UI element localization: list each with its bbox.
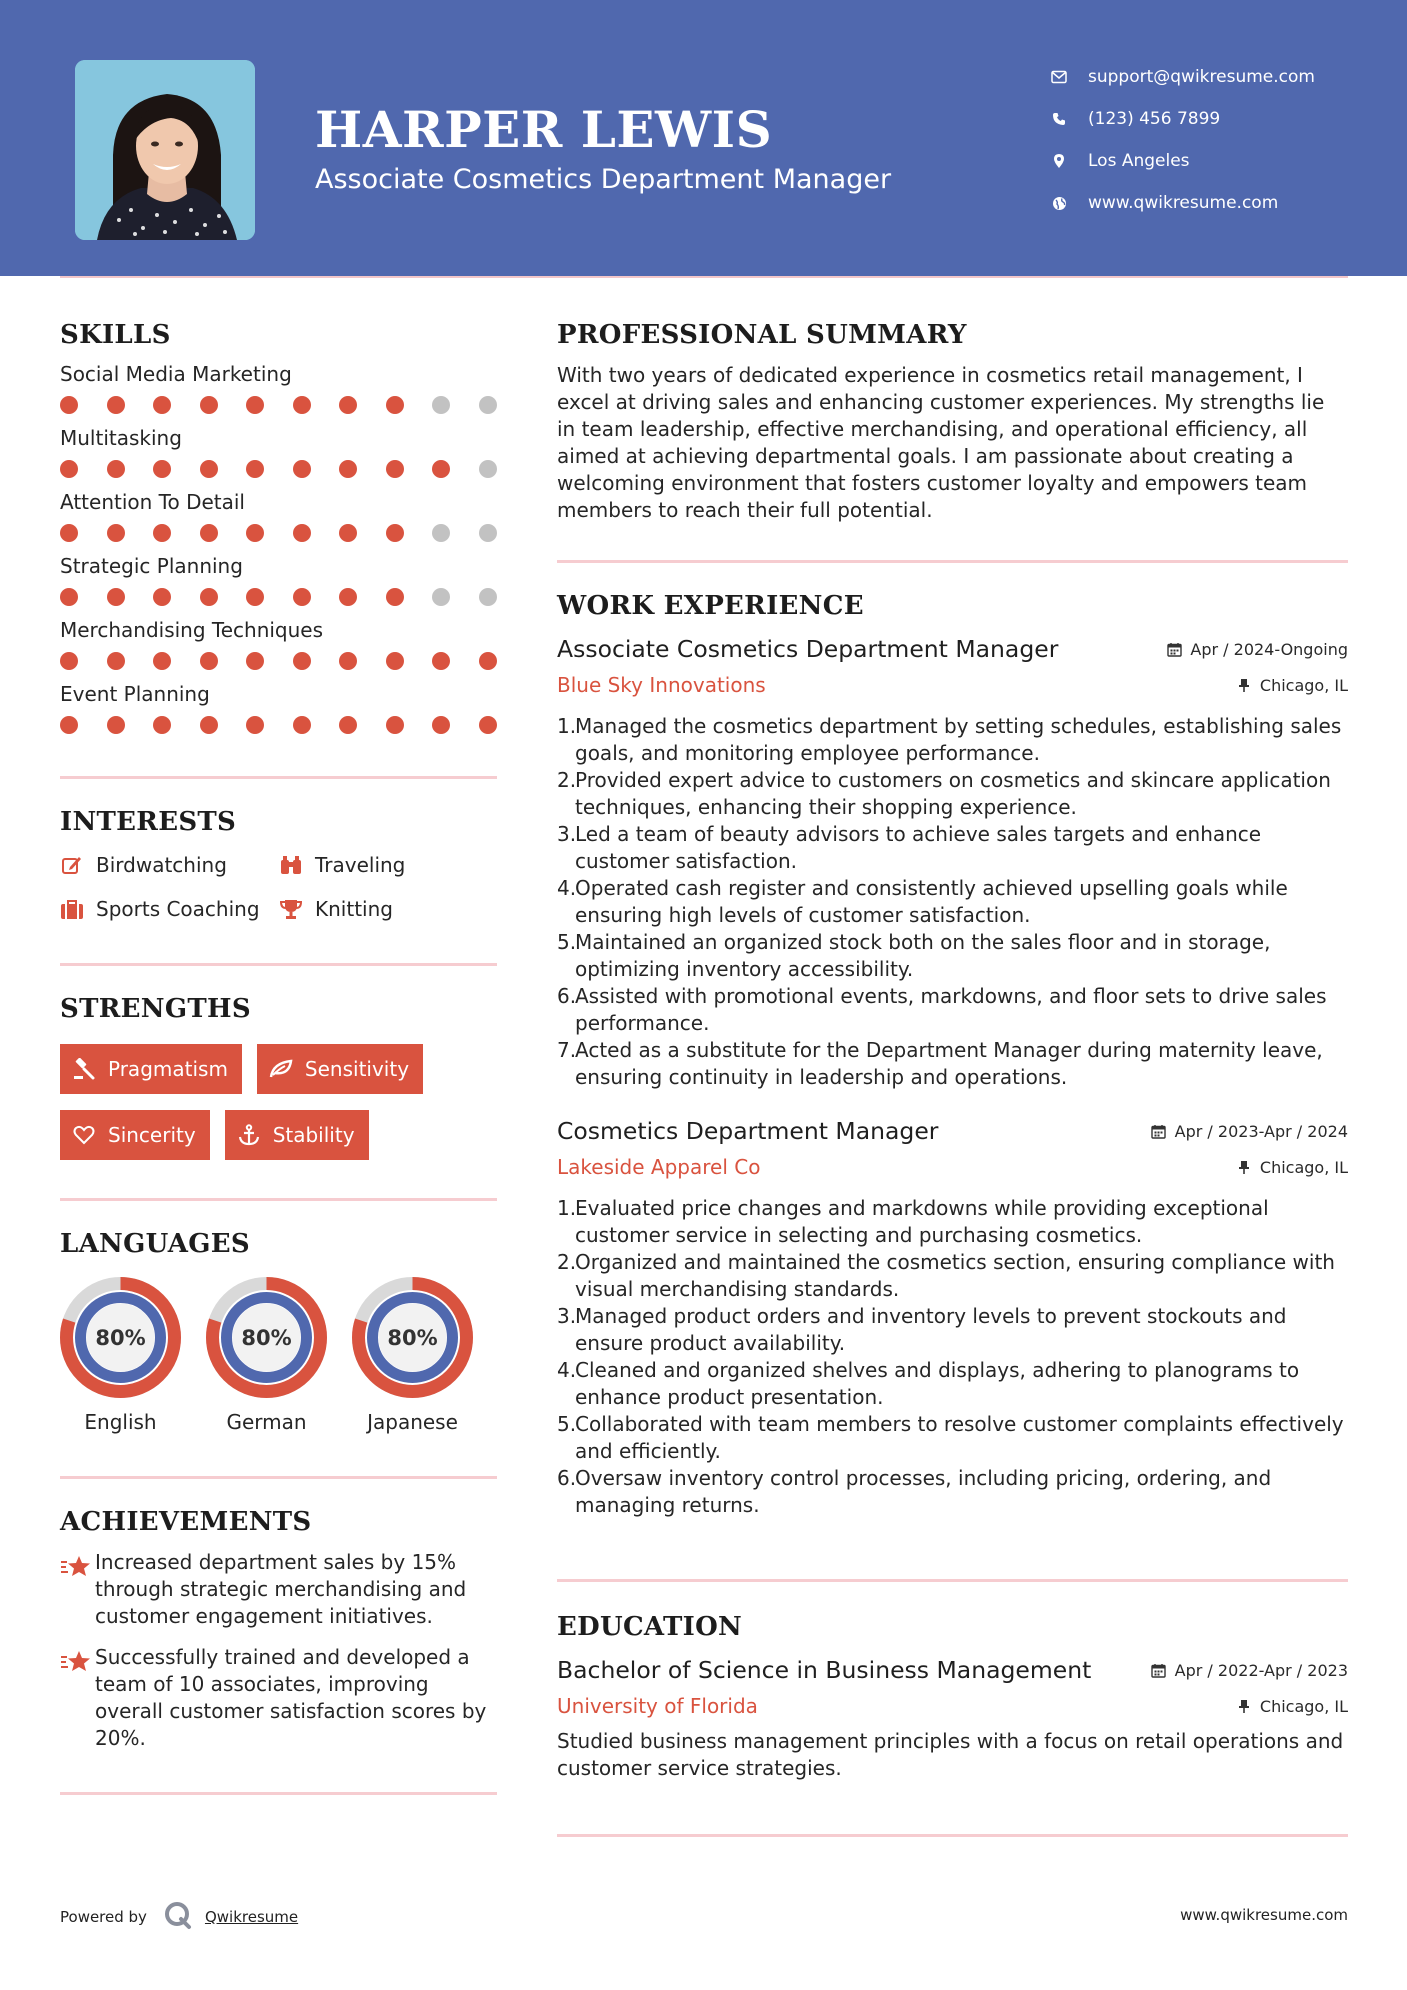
rating-dot-filled xyxy=(386,524,404,542)
strength-label: Stability xyxy=(272,1123,355,1147)
skills-title: SKILLS xyxy=(60,320,171,350)
interest-item xyxy=(60,897,279,921)
rating-dot-filled xyxy=(200,652,218,670)
job-bullet: 2. Organized and maintained the cosmetics section, ensuring compliance with visual merchandising standards. xyxy=(557,1250,1335,1301)
job-dates xyxy=(1151,1122,1348,1141)
strength-label: Pragmatism xyxy=(108,1057,228,1081)
section-divider xyxy=(557,1579,1348,1582)
strengths-section xyxy=(60,994,497,1160)
edit-icon xyxy=(60,853,84,877)
language-item xyxy=(206,1277,327,1434)
pushpin-icon xyxy=(1236,677,1252,693)
rating-dot-filled xyxy=(60,588,78,606)
job-bullet: 4. Operated cash register and consistently achieved upselling goals while ensuring high levels of customer satisfaction. xyxy=(557,876,1288,927)
languages-list xyxy=(60,1277,497,1434)
powered-by-label: Powered by xyxy=(60,1908,147,1926)
skill-rating xyxy=(60,524,497,542)
language-item xyxy=(352,1277,473,1434)
job-bullet: 4. Cleaned and organized shelves and displays, adhering to planograms to enhance product presentation. xyxy=(557,1358,1300,1409)
summary-title: PROFESSIONAL SUMMARY xyxy=(557,320,967,350)
job-bullets xyxy=(557,1195,1348,1519)
language-name: German xyxy=(226,1410,307,1434)
company-name: Blue Sky Innovations xyxy=(557,673,766,697)
binoculars-icon xyxy=(279,853,303,877)
section-divider xyxy=(557,1834,1348,1837)
rating-dot-filled xyxy=(432,716,450,734)
job-bullet: 1. Evaluated price changes and markdowns while providing exceptional customer service in selecting and purchasing cosmetics. xyxy=(557,1196,1269,1247)
skill-item xyxy=(60,618,497,670)
rating-dot-filled xyxy=(107,716,125,734)
experience-section xyxy=(557,591,1348,1519)
rating-dot-filled xyxy=(246,460,264,478)
trophy-icon xyxy=(279,897,303,921)
job-bullet: 6. Assisted with promotional events, markdowns, and floor sets to drive sales performance. xyxy=(557,984,1327,1035)
rating-dot-filled xyxy=(246,396,264,414)
achievement-item xyxy=(60,1644,497,1752)
interest-label: Birdwatching xyxy=(96,853,227,877)
job-bullet: 7. Acted as a substitute for the Department Manager during maternity leave, ensuring continuity in leadership and operations. xyxy=(557,1038,1323,1089)
rating-dot-filled xyxy=(60,652,78,670)
rating-dot-filled xyxy=(339,396,357,414)
strength-label: Sensitivity xyxy=(304,1057,410,1081)
rating-dot-filled xyxy=(153,652,171,670)
language-percent: 80% xyxy=(241,1326,292,1350)
pushpin-icon xyxy=(1236,1159,1252,1175)
rating-dot-filled xyxy=(246,588,264,606)
job-bullet: 3. Managed product orders and inventory levels to prevent stockouts and ensure product availability. xyxy=(557,1304,1287,1355)
job-bullet: 2. Provided expert advice to customers on cosmetics and skincare application techniques, enhancing their shopping experience. xyxy=(557,768,1331,819)
rating-dot-filled xyxy=(386,588,404,606)
languages-title: LANGUAGES xyxy=(60,1229,250,1259)
rating-dot-filled xyxy=(60,460,78,478)
rating-dot-filled xyxy=(339,460,357,478)
contact-phone-text: (123) 456 7899 xyxy=(1088,109,1221,129)
leaf-icon xyxy=(269,1057,293,1081)
skill-rating xyxy=(60,460,497,478)
job-location xyxy=(1236,676,1348,695)
contact-list xyxy=(1050,56,1315,224)
skill-name: Merchandising Techniques xyxy=(60,618,324,642)
language-percent: 80% xyxy=(387,1326,438,1350)
rating-dot-filled xyxy=(246,652,264,670)
strength-tag xyxy=(60,1044,242,1094)
skill-item xyxy=(60,682,497,734)
rating-dot-filled xyxy=(293,652,311,670)
job-bullet: 5. Collaborated with team members to resolve customer complaints effectively and efficiently. xyxy=(557,1412,1344,1463)
powered-by xyxy=(60,1900,298,1934)
rating-dot-filled xyxy=(246,716,264,734)
resume-header xyxy=(0,0,1407,276)
rating-dot-filled xyxy=(293,716,311,734)
rating-dot-filled xyxy=(153,588,171,606)
achievements-section xyxy=(60,1507,497,1752)
job-bullets xyxy=(557,713,1348,1091)
language-progress-ring xyxy=(206,1277,327,1398)
skill-rating xyxy=(60,652,497,670)
skills-list xyxy=(60,362,497,734)
calendar-icon xyxy=(1151,1124,1167,1140)
rating-dot-filled xyxy=(60,716,78,734)
interests-section xyxy=(60,807,497,921)
phone-icon xyxy=(1050,110,1068,128)
rating-dot-empty xyxy=(479,396,497,414)
qwikresume-logo-icon xyxy=(163,1900,193,1934)
rating-dot-empty xyxy=(432,524,450,542)
rating-dot-filled xyxy=(386,460,404,478)
section-divider xyxy=(60,1792,497,1795)
language-item xyxy=(60,1277,181,1434)
job-bullet: 5. Maintained an organized stock both on the sales floor and in storage, optimizing inventory accessibility. xyxy=(557,930,1271,981)
qwikresume-link[interactable]: Qwikresume xyxy=(204,1908,299,1926)
rating-dot-filled xyxy=(479,716,497,734)
language-name: English xyxy=(84,1410,157,1434)
skill-item xyxy=(60,426,497,478)
education-section xyxy=(557,1612,1348,1782)
education-location-text: Chicago, IL xyxy=(1259,1696,1348,1716)
rating-dot-filled xyxy=(246,524,264,542)
section-divider xyxy=(60,963,497,966)
rating-dot-filled xyxy=(432,652,450,670)
job-entry xyxy=(557,1117,1348,1519)
profile-photo xyxy=(75,60,255,240)
skill-name: Event Planning xyxy=(60,682,210,706)
rating-dot-filled xyxy=(153,716,171,734)
rating-dot-filled xyxy=(386,396,404,414)
strength-tag xyxy=(257,1044,423,1094)
star-medal-icon xyxy=(60,1644,95,1752)
rating-dot-filled xyxy=(107,396,125,414)
rating-dot-filled xyxy=(200,588,218,606)
contact-location-text: Los Angeles xyxy=(1088,151,1190,171)
rating-dot-filled xyxy=(200,524,218,542)
job-entry xyxy=(557,635,1348,1091)
job-title: Associate Cosmetics Department Manager xyxy=(557,635,1059,663)
calendar-icon xyxy=(1151,1663,1167,1679)
gavel-icon xyxy=(72,1057,96,1081)
suitcase-icon xyxy=(60,897,84,921)
section-divider xyxy=(557,560,1348,563)
summary-section xyxy=(557,320,1348,524)
rating-dot-empty xyxy=(479,588,497,606)
skill-name: Attention To Detail xyxy=(60,490,245,514)
skill-item xyxy=(60,554,497,606)
achievements-title: ACHIEVEMENTS xyxy=(60,1507,312,1537)
rating-dot-filled xyxy=(293,460,311,478)
skill-rating xyxy=(60,588,497,606)
rating-dot-filled xyxy=(386,716,404,734)
summary-text: With two years of dedicated experience in cosmetics retail management, I excel at driving sales and enhancing customer experiences. My strengths lie in team leadership, effective merchandising, and operational efficiency, all aimed at achieving departmental goals. I am passionate about creating a welcoming environment that fosters customer loyalty and empowers team members to reach their full potential. xyxy=(557,363,1325,522)
left-column xyxy=(60,320,497,1795)
strengths-title: STRENGTHS xyxy=(60,994,251,1024)
school-name: University of Florida xyxy=(557,1694,758,1718)
strength-tag xyxy=(60,1110,210,1160)
interests-title: INTERESTS xyxy=(60,807,237,837)
language-percent: 80% xyxy=(95,1326,146,1350)
rating-dot-filled xyxy=(339,652,357,670)
education-description: Studied business management principles with a focus on retail operations and customer service strategies. xyxy=(557,1729,1344,1780)
contact-website[interactable] xyxy=(1050,182,1315,224)
job-dates-text: Apr / 2024-Ongoing xyxy=(1190,640,1348,659)
education-title: EDUCATION xyxy=(557,1612,743,1642)
languages-section xyxy=(60,1229,497,1434)
skills-section xyxy=(60,320,497,734)
job-bullet: 6. Oversaw inventory control processes, including pricing, ordering, and managing returns. xyxy=(557,1466,1272,1517)
rating-dot-filled xyxy=(60,396,78,414)
rating-dot-empty xyxy=(479,524,497,542)
pushpin-icon xyxy=(1236,1698,1252,1714)
contact-email-text: support@qwikresume.com xyxy=(1088,67,1315,87)
rating-dot-filled xyxy=(60,524,78,542)
rating-dot-filled xyxy=(339,524,357,542)
rating-dot-filled xyxy=(153,396,171,414)
interest-item xyxy=(279,897,497,921)
achievement-text: Increased department sales by 15% through strategic merchandising and customer engagement initiatives. xyxy=(95,1550,467,1628)
job-location xyxy=(1236,1158,1348,1177)
job-bullet: 1. Managed the cosmetics department by setting schedules, establishing sales goals, and monitoring employee performance. xyxy=(557,714,1342,765)
section-divider xyxy=(60,1476,497,1479)
location-icon xyxy=(1050,152,1068,170)
section-divider xyxy=(60,1198,497,1201)
job-bullet: 3. Led a team of beauty advisors to achieve sales targets and enhance customer satisfaction. xyxy=(557,822,1262,873)
strength-label: Sincerity xyxy=(108,1123,196,1147)
education-dates-text: Apr / 2022-Apr / 2023 xyxy=(1174,1661,1348,1680)
rating-dot-filled xyxy=(479,652,497,670)
contact-location xyxy=(1050,140,1315,182)
rating-dot-filled xyxy=(432,460,450,478)
rating-dot-filled xyxy=(107,588,125,606)
degree-title: Bachelor of Science in Business Management xyxy=(557,1656,1092,1684)
achievement-item xyxy=(60,1549,497,1630)
education-location xyxy=(1236,1697,1348,1716)
strengths-list xyxy=(60,1044,497,1160)
interests-list xyxy=(60,853,497,921)
strength-tag xyxy=(225,1110,369,1160)
job-dates xyxy=(1166,640,1348,659)
candidate-title: Associate Cosmetics Department Manager xyxy=(315,164,892,195)
rating-dot-empty xyxy=(432,588,450,606)
job-dates-text: Apr / 2023-Apr / 2024 xyxy=(1174,1122,1348,1141)
rating-dot-filled xyxy=(153,460,171,478)
rating-dot-filled xyxy=(293,588,311,606)
rating-dot-filled xyxy=(200,460,218,478)
rating-dot-filled xyxy=(293,524,311,542)
heart-icon xyxy=(72,1123,96,1147)
interest-label: Traveling xyxy=(315,853,406,877)
section-divider xyxy=(60,776,497,779)
header-divider xyxy=(60,276,1348,278)
portrait-image xyxy=(75,60,255,240)
rating-dot-empty xyxy=(432,396,450,414)
skill-rating xyxy=(60,716,497,734)
skill-name: Multitasking xyxy=(60,426,182,450)
interest-label: Knitting xyxy=(315,897,393,921)
job-title: Cosmetics Department Manager xyxy=(557,1117,939,1145)
job-location-text: Chicago, IL xyxy=(1259,1157,1348,1177)
language-progress-ring xyxy=(352,1277,473,1398)
rating-dot-empty xyxy=(479,460,497,478)
footer-website[interactable]: www.qwikresume.com xyxy=(1180,1906,1348,1924)
anchor-icon xyxy=(237,1123,261,1147)
rating-dot-filled xyxy=(153,524,171,542)
skill-name: Strategic Planning xyxy=(60,554,243,578)
star-medal-icon xyxy=(60,1549,95,1630)
interest-item xyxy=(60,853,279,877)
contact-website-text: www.qwikresume.com xyxy=(1088,193,1279,213)
rating-dot-filled xyxy=(107,652,125,670)
skill-name: Social Media Marketing xyxy=(60,362,292,386)
interest-label: Sports Coaching xyxy=(96,897,260,921)
right-column xyxy=(557,320,1348,1837)
company-name: Lakeside Apparel Co xyxy=(557,1155,761,1179)
job-location-text: Chicago, IL xyxy=(1259,675,1348,695)
rating-dot-filled xyxy=(339,588,357,606)
rating-dot-filled xyxy=(107,460,125,478)
rating-dot-filled xyxy=(200,716,218,734)
calendar-icon xyxy=(1166,642,1182,658)
globe-icon xyxy=(1050,194,1068,212)
skill-item xyxy=(60,490,497,542)
experience-title: WORK EXPERIENCE xyxy=(557,591,864,621)
candidate-name: HARPER LEWIS xyxy=(315,100,773,159)
rating-dot-filled xyxy=(107,524,125,542)
achievement-text: Successfully trained and developed a team of 10 associates, improving overall customer satisfaction scores by 20%. xyxy=(95,1645,487,1750)
language-progress-ring xyxy=(60,1277,181,1398)
skill-rating xyxy=(60,396,497,414)
rating-dot-filled xyxy=(386,652,404,670)
rating-dot-filled xyxy=(293,396,311,414)
rating-dot-filled xyxy=(339,716,357,734)
mail-icon xyxy=(1050,68,1068,86)
education-dates xyxy=(1151,1661,1348,1680)
interest-item xyxy=(279,853,497,877)
contact-email[interactable] xyxy=(1050,56,1315,98)
rating-dot-filled xyxy=(200,396,218,414)
skill-item xyxy=(60,362,497,414)
contact-phone[interactable] xyxy=(1050,98,1315,140)
language-name: Japanese xyxy=(367,1410,458,1434)
